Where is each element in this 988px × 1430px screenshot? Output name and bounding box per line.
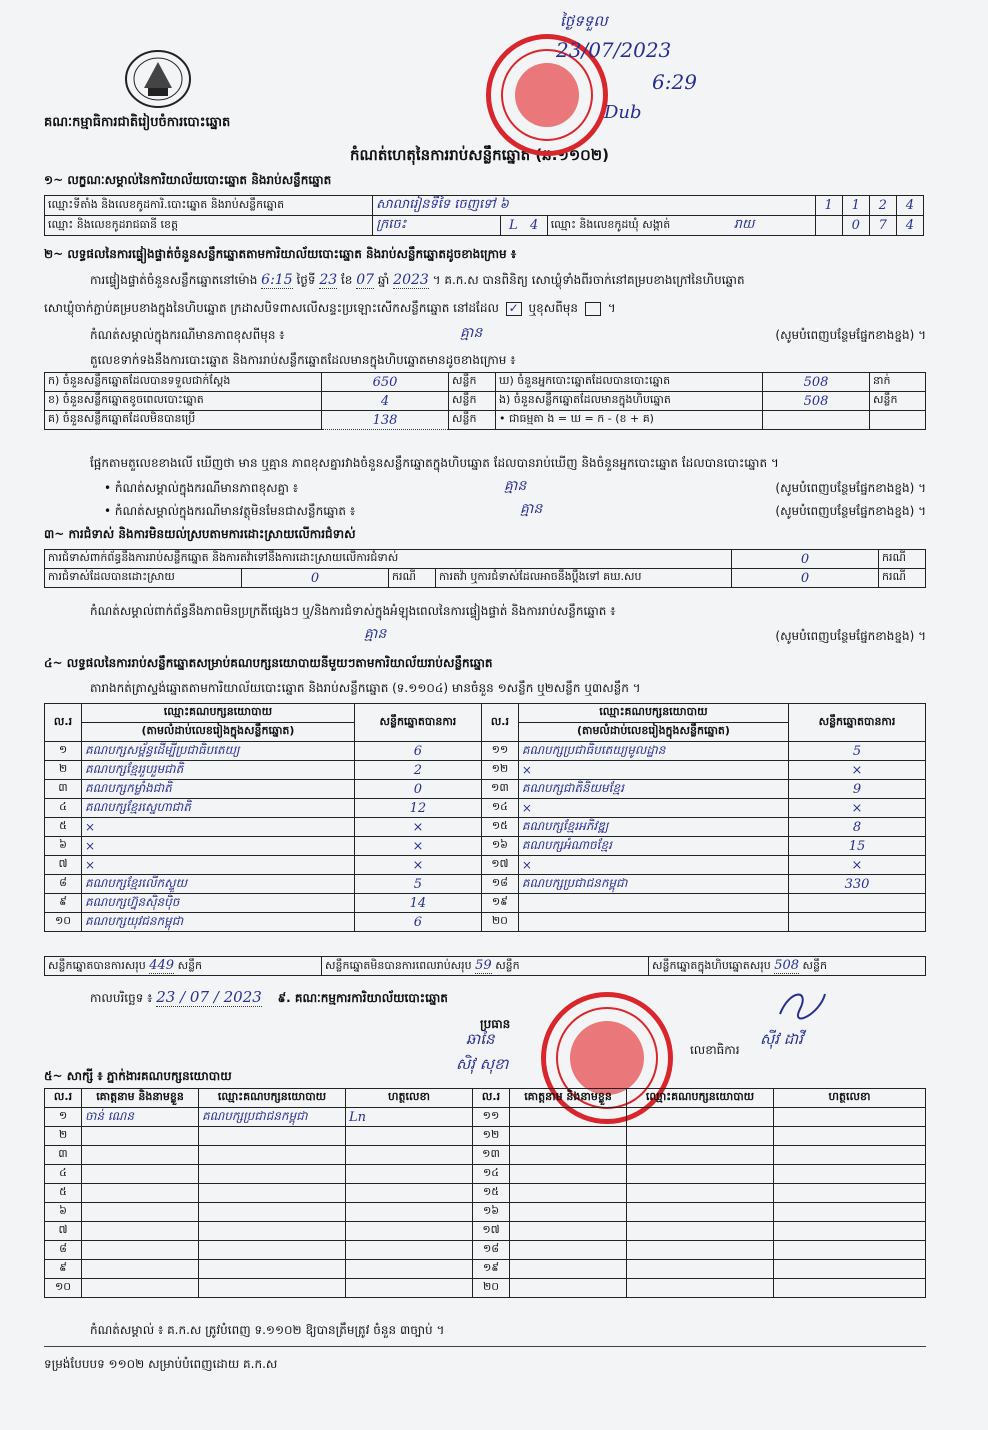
unit-label: សន្លឹក	[449, 411, 496, 430]
col-party: ឈ្មោះគណបក្សនយោបាយ	[627, 1089, 774, 1108]
witness-party	[199, 1184, 346, 1203]
witness-signature	[346, 1146, 473, 1165]
s2-figure-label: គ) ចំនួនសន្លឹកឆ្នោតដែលមិនបានប្រើ	[45, 411, 322, 430]
code-digit: 1	[842, 196, 869, 216]
witness-party	[199, 1127, 346, 1146]
witness-signature: Ln	[346, 1108, 473, 1127]
party-name: គណបក្សខ្មែរអភិវឌ្ឍ	[518, 818, 788, 837]
witness-party	[199, 1279, 346, 1298]
unit-label: សន្លឹក	[870, 392, 926, 411]
code-digit: 1	[815, 196, 842, 216]
document-sheet: គណៈកម្មាធិការជាតិរៀបចំការបោះឆ្នោត កំណត់ហេតុនៃការរាប់សន្លឹកឆ្នោត (ឆ.១១០២) ថ្ងៃទទួល 23/07/2023 6:29 Dub ១~ លក្ខណៈសម្គាល់នៃការិយាល័យបោះឆ្នោត និងរាប់សន្លឹកឆ្នោត ឈ្មោះទីតាំង និងលេខកូដការិ.បោះឆ្នោត និងរាប់សន្លឹកឆ្នោត សាលារៀនទីទៃ ចេញទៅ ៦ 1 1 2 4 ឈ្មោះ និងលេខកូដរាជធានី ខេត្ត ក្រចេះ L 4 ឈ្មោះ និងលេខកូដឃុំ សង្កាត់ រាយ 0 7 4 ២~ លទ្ធផលនៃការផ្ទៀងផ្ទាត់ចំនួនសន្លឹកឆ្នោតតាមការិយាល័យបោះឆ្នោត និងរាប់សន្លឹកឆ្នោតដូចខាងក្រោម ៖ ការផ្ទៀងផ្ទាត់ចំនួនសន្លឹកឆ្នោតនៅម៉ោង 6:15 ថ្ងៃទី 23 ខែ 07 ឆ្នាំ 2023 ។ គ.ក.ស បានពិនិត្យ សោឃ្លុំទាំងពីរចាក់នៅគម្របខាងក្រៅនៃហិបឆ្នោត សោឃ្លុំចាក់ភ្ជាប់គម្របខាងក្នុងនៃហិបឆ្នោត ក្រដាសបិទពាសលើសន្ទះប្រឡោះសើកសន្លឹកឆ្នោត នៅដដែល ✓ ឬខុសពីមុន ។ កំណត់សម្គាល់ក្នុងករណីមានភាពខុសពីមុន ៖ គ្មាន (សូមបំពេញបន្ថែមផ្នែកខាងខ្នង) ។ តួលេខទាក់ទងនឹងការបោះឆ្នោត និងការរាប់សន្លឹកឆ្នោតដែលមានក្នុងហិបឆ្នោតមានដូចខាងក្រោម ៖ ក) ចំនួនសន្លឹកឆ្នោតដែលបានទទួលជាក់ស្តែង 650 សន្លឹក ឃ) ចំនួនអ្នកបោះឆ្នោតដែលបានបោះឆ្នោត 508 នាក់ ខ) ចំនួនសន្លឹកឆ្នោតខូចពេលបោះឆ្នោត 4 សន្លឹក ង) ចំនួនសន្លឹកឆ្នោតដែលមានក្នុងហិបឆ្នោត 508 សន្លឹក គ) ចំនួនសន្លឹកឆ្នោតដែលមិនបានប្រើ 138 សន្លឹក • ជាធម្មតា ង = ឃ = ក - (ខ + គ) ផ្អែកតាមតួលេខខាងលើ ឃើញថា មាន ឬគ្មាន ភាពខុសគ្នារវាងចំនួនសន្លឹកឆ្នោតក្នុងហិបឆ្នោត ដែលបានរាប់ឃើញ និងចំនួនអ្នកបោះឆ្នោត ដែលបានបោះឆ្នោត ។ • កំណត់សម្គាល់ក្នុងករណីមានភាពខុសគ្នា ៖ គ្មាន (សូមបំពេញបន្ថែមផ្នែកខាងខ្នង) ។ • កំណត់សម្គាល់ក្នុងករណីមានវត្ថុមិនមែនជាសន្លឹកឆ្នោត ៖ គ្មាន (សូមបំពេញបន្ថែមផ្នែកខាងខ្នង) ។ ៣~ ការជំទាស់ និងការមិនយល់ស្របតាមការដោះស្រាយលើការជំទាស់ ការជំទាស់ពាក់ព័ន្ធនឹងការរាប់សន្លឹកឆ្នោត និងការតវ៉ាទៅនឹងការដោះស្រាយលើការជំទាស់ 0 ករណី ការជំទាស់ដែលបានដោះស្រាយ 0 ករណី ការតវ៉ា ឬការជំទាស់ដែលអាចនឹងប្តឹងទៅ គឃ.សប 0 ករណី កំណត់សម្គាល់ពាក់ព័ន្ធនឹងភាពមិនប្រក្រតីផ្សេងៗ ឬ/និងការជំទាស់ក្នុងអំឡុងពេលនៃការផ្ទៀងផ្ទាត់ និងការរាប់សន្លឹកឆ្នោត ៖ គ្មាន (សូមបំពេញបន្ថែមផ្នែកខាងខ្នង) ។ ៤~ លទ្ធផលនៃការរាប់សន្លឹកឆ្នោតសម្រាប់គណបក្សនយោបាយនីមួយៗតាមការិយាល័យរាប់សន្លឹកឆ្នោត តារាងកត់ត្រាស្ទង់ឆ្នោតតាមការិយាល័យបោះឆ្នោត និងរាប់សន្លឹកឆ្នោត (ទ.១១០៤) មានចំនួន ១សន្លឹក ឬ២សន្លឹក ឬ៣សន្លឹក ។ ល.រ ឈ្មោះគណបក្សនយោបាយ សន្លឹកឆ្នោតបានការ ល.រ ឈ្មោះគណបក្សនយោបាយ សន្លឹកឆ្នោតបានការ (តាមលំដាប់លេខរៀងក្នុងសន្លឹកឆ្នោត) (តាមលំដាប់លេខរៀងក្នុងសន្លឹកឆ្នោត) ១ គណបក្សសម្ព័ន្ធដើម្បីប្រជាធិបតេយ្យ 6 ១១ គណបក្សប្រជាធិបតេយ្យមូលដ្ឋាន 5 ២ គណបក្សខ្មែររួបរួមជាតិ 2 ១២ × × ៣ គណបក្សកម្លាំងជាតិ 0 ១៣ គណបក្សជាតិនិយមខ្មែរ 9 ៤ គណបក្សខ្មែរស្នេហាជាតិ 12 ១៤ × × ៥ × × ១៥ គណបក្សខ្មែរអភិវឌ្ឍ 8 ៦ × × ១៦ គណបក្សអំណាចខ្មែរ 15 ៧ × × ១៧ × × ៨ គណបក្សខ្មែរលើកស្ទួយ 5 ១៨ គណបក្សប្រជាជនកម្ពុជា 330 ៩ គណបក្សហ្វ៊ុនស៊ិនប៉ិច 14 ១៩ ១០ គណបក្សយុវជនកម្ពុជា 6 ២០ សន្លឹកឆ្នោតបានការសរុប 449 សន្លឹក សន្លឹកឆ្នោតមិនបានការពេលរាប់សរុប 59 សន្លឹក សន្លឹកឆ្នោតក្នុងហិបឆ្នោតសរុប 508 សន្លឹក កាលបរិច្ឆេទ ៖ 23 / 07 / 2023 ៩. គណៈកម្មការការិយាល័យបោះឆ្នោត ប្រធាន ឆានៃ សិវុ សុខា លេខាធិការ ស៊ីវ ដាវី ៥~ សាក្សី ៖ ភ្នាក់ងារគណបក្សនយោបាយ ល.រ គោត្តនាម និងនាមខ្លួន ឈ្មោះគណបក្សនយោបាយ ហត្ថលេខា ល.រ គោត្តនាម និងនាមខ្លួន ឈ្មោះគណបក្សនយោបាយ ហត្ថលេខា ១ ចាន់ ណេន គណបក្សប្រជាជនកម្ពុជា Ln ១១ ២ ១២ ៣ ១៣ ៤ ១៤ ៥ ១៥ ៦ ១៦ ៧ ១៧ ៨ ១៨ ៩ ១៩ ១០ ២០ កំណត់សម្គាល់ ៖ គ.ក.ស ត្រូវបំពេញ ទ.១១០២ ឱ្យបានត្រឹមត្រូវ ចំនួន ៣ច្បាប់ ។ ទម្រង់បែបបទ ១១០២ សម្រាប់បំពេញដោយ គ.ក.ស	[0, 0, 988, 1430]
code-digit: 2	[869, 196, 896, 216]
s2-line2: សោឃ្លុំចាក់ភ្ជាប់គម្របខាងក្នុងនៃហិបឆ្នោត ក្រដាសបិទពាសលើសន្ទះប្រឡោះសើកសន្លឹកឆ្នោត នៅដដែល ✓ ឬខុសពីមុន ។	[44, 300, 616, 315]
footer-form: ទម្រង់បែបបទ ១១០២ សម្រាប់បំពេញដោយ គ.ក.ស	[44, 1357, 278, 1371]
row-no: ១៩	[481, 894, 518, 913]
row-no: ១	[45, 1108, 82, 1127]
s2-note1: កំណត់សម្គាល់ក្នុងករណីមានភាពខុសពីមុន ៖ គ្មាន (សូមបំពេញបន្ថែមផ្នែកខាងខ្នង) ។	[90, 325, 926, 342]
row-no: ៥	[45, 1184, 82, 1203]
row-no: ៨	[45, 875, 82, 894]
s2-figure-label2: ង) ចំនួនសន្លឹកឆ្នោតដែលមានក្នុងហិបឆ្នោត	[496, 392, 763, 411]
s2-table-intro: តួលេខទាក់ទងនឹងការបោះឆ្នោត និងការរាប់សន្លឹកឆ្នោតដែលមានក្នុងហិបឆ្នោតមានដូចខាងក្រោម ៖	[90, 353, 516, 367]
s5-witness-table	[44, 1088, 926, 1298]
party-votes: ×	[789, 799, 926, 818]
s2-figure-label2: ឃ) ចំនួនអ្នកបោះឆ្នោតដែលបានបោះឆ្នោត	[496, 373, 763, 392]
row-no: ១២	[473, 1127, 510, 1146]
witness-name	[82, 1184, 199, 1203]
witness-party	[627, 1279, 774, 1298]
s3-row2a-label: ការជំទាស់ដែលបានដោះស្រាយ	[45, 569, 242, 588]
row-no: ១៩	[473, 1260, 510, 1279]
party-votes: ×	[354, 837, 481, 856]
witness-signature	[774, 1241, 926, 1260]
s2-figure-row	[45, 411, 926, 430]
witness-name	[82, 1260, 199, 1279]
code-digit: 0	[842, 216, 869, 236]
s2-day: 23	[319, 272, 338, 288]
party-votes: 9	[789, 780, 926, 799]
table-row	[45, 742, 926, 761]
party-votes: 5	[789, 742, 926, 761]
code-digit: 4	[529, 218, 539, 233]
witness-party	[627, 1127, 774, 1146]
s2-figure-value2: 508	[763, 392, 870, 411]
s2-bullet1: • កំណត់សម្គាល់ក្នុងករណីមានភាពខុសគ្នា ៖ គ្មាន (សូមបំពេញបន្ថែមផ្នែកខាងខ្នង) ។	[104, 478, 926, 495]
s4-committee: ៩. គណៈកម្មការការិយាល័យបោះឆ្នោត	[277, 991, 448, 1005]
witness-party	[627, 1184, 774, 1203]
row-no: ១១	[473, 1108, 510, 1127]
s3-note-value: គ្មាន	[364, 626, 387, 642]
section1-table	[44, 195, 924, 236]
party-name: គណបក្សប្រជាជនកម្ពុជា	[518, 875, 788, 894]
witness-signature	[774, 1184, 926, 1203]
table-row	[45, 894, 926, 913]
s2-figure-value2	[763, 411, 870, 430]
s3-row2b-label: ការតវ៉ា ឬការជំទាស់ដែលអាចនឹងប្តឹងទៅ គឃ.សប	[436, 569, 732, 588]
s2-figure-row	[45, 373, 926, 392]
party-votes: 12	[354, 799, 481, 818]
witness-signature	[774, 1222, 926, 1241]
s2-bullet1-value: គ្មាន	[504, 478, 527, 494]
witness-party	[199, 1146, 346, 1165]
row-no: ៤	[45, 1165, 82, 1184]
row-no: ១៦	[481, 837, 518, 856]
row-no: ៣	[45, 780, 82, 799]
col-party-sub: (តាមលំដាប់លេខរៀងក្នុងសន្លឹកឆ្នោត)	[82, 723, 355, 742]
s4-totals	[44, 956, 926, 976]
witness-signature	[774, 1127, 926, 1146]
witness-signature	[346, 1260, 473, 1279]
section1-title: ១~ លក្ខណៈសម្គាល់នៃការិយាល័យបោះឆ្នោត និងរាប់សន្លឹកឆ្នោត	[44, 173, 332, 187]
s4-date: 23 / 07 / 2023	[156, 988, 262, 1006]
witness-name	[510, 1279, 627, 1298]
sum-box-value: 508	[774, 957, 800, 973]
table-row	[45, 875, 926, 894]
witness-party	[627, 1146, 774, 1165]
table-row	[45, 1127, 926, 1146]
col-party: ឈ្មោះគណបក្សនយោបាយ	[82, 704, 355, 723]
s2-time: 6:15	[261, 272, 293, 288]
party-name: គណបក្សខ្មែរស្នេហាជាតិ	[82, 799, 355, 818]
unit-label: ករណី	[879, 550, 926, 569]
row-no: ៧	[45, 1222, 82, 1241]
row-no: ៤	[45, 799, 82, 818]
table-row	[45, 1260, 926, 1279]
s1-province-value: ក្រចេះ	[373, 216, 500, 236]
witness-name	[510, 1127, 627, 1146]
witness-signature	[346, 1279, 473, 1298]
witness-signature	[346, 1127, 473, 1146]
unit-label: ករណី	[389, 569, 436, 588]
unit-label: ករណី	[879, 569, 926, 588]
party-votes: ×	[789, 761, 926, 780]
witness-name	[82, 1127, 199, 1146]
col-party-sub: (តាមលំដាប់លេខរៀងក្នុងសន្លឹកឆ្នោត)	[518, 723, 788, 742]
received-signature: Dub	[604, 102, 642, 123]
witness-name	[510, 1108, 627, 1127]
nec-emblem-icon	[122, 48, 194, 110]
row-no: ៩	[45, 1260, 82, 1279]
sum-invalid-value: 59	[475, 957, 492, 973]
witness-party	[199, 1165, 346, 1184]
s1-commune-value: រាយ	[733, 217, 755, 232]
footer-note: កំណត់សម្គាល់ ៖ គ.ក.ស ត្រូវបំពេញ ទ.១១០២ ឱ្យបានត្រឹមត្រូវ ចំនួន ៣ច្បាប់ ។	[90, 1323, 445, 1337]
witness-party	[627, 1241, 774, 1260]
received-date: 23/07/2023	[556, 38, 672, 62]
unit-label: នាក់	[870, 373, 926, 392]
s2-figure-label: ខ) ចំនួនសន្លឹកឆ្នោតខូចពេលបោះឆ្នោត	[45, 392, 322, 411]
table-row	[45, 1108, 926, 1127]
s2-bullet2-value: គ្មាន	[520, 501, 543, 517]
witness-name	[82, 1222, 199, 1241]
party-name	[518, 913, 788, 932]
witness-signature	[346, 1184, 473, 1203]
code-digit: 4	[896, 196, 923, 216]
s1-row1-label: ឈ្មោះទីតាំង និងលេខកូដការិ.បោះឆ្នោត និងរាប់សន្លឹកឆ្នោត	[45, 196, 373, 216]
s4-results-table	[44, 703, 926, 932]
s1-row1-value: សាលារៀនទីទៃ ចេញទៅ ៦	[373, 196, 815, 216]
witness-signature	[774, 1203, 926, 1222]
s3-note-label: កំណត់សម្គាល់ពាក់ព័ន្ធនឹងភាពមិនប្រក្រតីផ្សេងៗ ឬ/និងការជំទាស់ក្នុងអំឡុងពេលនៃការផ្ទៀងផ្ទាត់ និងការរាប់សន្លឹកឆ្នោត ៖	[90, 604, 616, 618]
code-digit: L	[508, 218, 518, 233]
row-no: ១១	[481, 742, 518, 761]
row-no: ៧	[45, 856, 82, 875]
party-votes: ×	[354, 818, 481, 837]
unit-label	[870, 411, 926, 430]
unit-label: សន្លឹក	[449, 373, 496, 392]
s2-figure-label: ក) ចំនួនសន្លឹកឆ្នោតដែលបានទទួលជាក់ស្តែង	[45, 373, 322, 392]
section4-title: ៤~ លទ្ធផលនៃការរាប់សន្លឹកឆ្នោតសម្រាប់គណបក្សនយោបាយនីមួយៗតាមការិយាល័យរាប់សន្លឹកឆ្នោត	[44, 656, 493, 670]
witness-party	[627, 1203, 774, 1222]
received-time: 6:29	[652, 70, 697, 94]
s2-year: 2023	[393, 272, 429, 288]
s1-commune-label: ឈ្មោះ និងលេខកូដឃុំ សង្កាត់	[550, 218, 671, 231]
witness-party	[627, 1260, 774, 1279]
unit-label: សន្លឹក	[495, 958, 520, 972]
org-name: គណៈកម្មាធិការជាតិរៀបចំការបោះឆ្នោត	[44, 115, 231, 130]
unit-label: សន្លឹក	[177, 958, 203, 972]
witness-name	[82, 1241, 199, 1260]
col-name: គោត្តនាម និងនាមខ្លួន	[510, 1089, 627, 1108]
row-no: ២០	[481, 913, 518, 932]
party-name: ×	[82, 856, 355, 875]
section2-title: ២~ លទ្ធផលនៃការផ្ទៀងផ្ទាត់ចំនួនសន្លឹកឆ្នោតតាមការិយាល័យបោះឆ្នោត និងរាប់សន្លឹកឆ្នោតដូចខាងក្រោម ៖	[44, 247, 517, 261]
row-no: ៨	[45, 1241, 82, 1260]
row-no: ១៧	[473, 1222, 510, 1241]
col-no: ល.រ	[473, 1089, 510, 1108]
s3-row1-value: 0	[732, 550, 879, 569]
s2-compare-line: ផ្អែកតាមតួលេខខាងលើ ឃើញថា មាន ឬគ្មាន ភាពខុសគ្នារវាងចំនួនសន្លឹកឆ្នោតក្នុងហិបឆ្នោត ដែលបានរាប់ឃើញ និងចំនួនអ្នកបោះឆ្នោត ដែលបានបោះឆ្នោត ។	[90, 456, 779, 470]
sum-valid-value: 449	[149, 957, 175, 973]
party-name: គណបក្សប្រជាធិបតេយ្យមូលដ្ឋាន	[518, 742, 788, 761]
table-row	[45, 1279, 926, 1298]
party-name: ×	[518, 856, 788, 875]
s2-figure-value: 4	[322, 392, 449, 411]
page-title: កំណត់ហេតុនៃការរាប់សន្លឹកឆ្នោត (ឆ.១១០២)	[350, 146, 610, 164]
col-sign: ហត្ថលេខា	[774, 1089, 926, 1108]
witness-signature	[774, 1146, 926, 1165]
party-votes: 6	[354, 913, 481, 932]
witness-party	[199, 1222, 346, 1241]
witness-party	[627, 1222, 774, 1241]
row-no: ១៣	[473, 1146, 510, 1165]
table-row	[45, 1241, 926, 1260]
party-votes: 330	[789, 875, 926, 894]
witness-signature	[346, 1165, 473, 1184]
s2-note1-value: គ្មាន	[460, 325, 483, 341]
table-row	[45, 837, 926, 856]
row-no: ១៧	[481, 856, 518, 875]
row-no: ១៤	[473, 1165, 510, 1184]
witness-name	[510, 1241, 627, 1260]
row-no: ៦	[45, 837, 82, 856]
table-row	[45, 1203, 926, 1222]
footer-divider	[44, 1346, 926, 1347]
s2-figures-table	[44, 372, 926, 430]
unit-label: សន្លឹក	[449, 392, 496, 411]
witness-name	[510, 1165, 627, 1184]
row-no: ៥	[45, 818, 82, 837]
party-name: គណបក្សខ្មែរលើកស្ទួយ	[82, 875, 355, 894]
row-no: ១៤	[481, 799, 518, 818]
sum-valid-label: សន្លឹកឆ្នោតបានការសរុប	[48, 958, 146, 972]
sum-invalid-label: សន្លឹកឆ្នោតមិនបានការពេលរាប់សរុប	[325, 958, 472, 972]
party-name	[518, 894, 788, 913]
received-label: ថ្ងៃទទួល	[560, 12, 608, 30]
party-name: ×	[518, 799, 788, 818]
table-row	[45, 1165, 926, 1184]
s2-figure-value: 650	[322, 373, 449, 392]
witness-signature	[774, 1279, 926, 1298]
row-no: ២	[45, 1127, 82, 1146]
section5-title: ៥~ សាក្សី ៖ ភ្នាក់ងារគណបក្សនយោបាយ	[44, 1069, 232, 1083]
table-row	[45, 913, 926, 932]
table-row	[45, 856, 926, 875]
witness-party	[199, 1260, 346, 1279]
party-votes	[789, 894, 926, 913]
party-name: គណបក្សហ្វ៊ុនស៊ិនប៉ិច	[82, 894, 355, 913]
witness-signature	[774, 1260, 926, 1279]
party-votes	[789, 913, 926, 932]
s3-row2b-value: 0	[732, 569, 879, 588]
table-row	[45, 1184, 926, 1203]
secretary-signature-mark	[770, 984, 830, 1024]
col-no: ល.រ	[45, 704, 82, 742]
col-votes: សន្លឹកឆ្នោតបានការ	[354, 704, 481, 742]
party-name: គណបក្សជាតិនិយមខ្មែរ	[518, 780, 788, 799]
witness-signature	[774, 1165, 926, 1184]
party-votes: 0	[354, 780, 481, 799]
witness-name	[82, 1279, 199, 1298]
witness-name	[82, 1146, 199, 1165]
president-label: ប្រធាន	[480, 1017, 511, 1031]
row-no: ២	[45, 761, 82, 780]
witness-party	[627, 1108, 774, 1127]
party-name: ×	[518, 761, 788, 780]
witness-party	[199, 1241, 346, 1260]
table-row	[45, 1146, 926, 1165]
col-no: ល.រ	[45, 1089, 82, 1108]
witness-name	[82, 1203, 199, 1222]
row-no: ២០	[473, 1279, 510, 1298]
secretary-name: ស៊ីវ ដាវី	[760, 1030, 803, 1048]
witness-signature	[346, 1241, 473, 1260]
witness-name	[510, 1203, 627, 1222]
unit-label: សន្លឹក	[802, 958, 827, 972]
code-digit: 7	[869, 216, 896, 236]
col-name: គោត្តនាម និងនាមខ្លួន	[82, 1089, 199, 1108]
s2-line1: ការផ្ទៀងផ្ទាត់ចំនួនសន្លឹកឆ្នោតនៅម៉ោង 6:15 ថ្ងៃទី 23 ខែ 07 ឆ្នាំ 2023 ។ គ.ក.ស បានពិនិត្យ សោឃ្លុំទាំងពីរចាក់នៅគម្របខាងក្រៅនៃហិបឆ្នោត	[90, 272, 745, 288]
col-party: ឈ្មោះគណបក្សនយោបាយ	[518, 704, 788, 723]
row-no: ១៦	[473, 1203, 510, 1222]
party-name: គណបក្សអំណាចខ្មែរ	[518, 837, 788, 856]
row-no: ៣	[45, 1146, 82, 1165]
table-row	[45, 1222, 926, 1241]
s3-row2a-value: 0	[242, 569, 389, 588]
party-votes: ×	[789, 856, 926, 875]
party-votes: 6	[354, 742, 481, 761]
row-no: ៦	[45, 1203, 82, 1222]
s2-month: 07	[356, 272, 375, 288]
witness-name	[510, 1184, 627, 1203]
witness-name	[82, 1165, 199, 1184]
s1-row2-label: ឈ្មោះ និងលេខកូដរាជធានី ខេត្ត	[45, 216, 373, 236]
s3-row1-label: ការជំទាស់ពាក់ព័ន្ធនឹងការរាប់សន្លឹកឆ្នោត និងការតវ៉ាទៅនឹងការដោះស្រាយលើការជំទាស់	[45, 550, 732, 569]
party-votes: 8	[789, 818, 926, 837]
party-votes: 14	[354, 894, 481, 913]
table-row	[45, 761, 926, 780]
witness-signature	[346, 1222, 473, 1241]
s2-bullet2: • កំណត់សម្គាល់ក្នុងករណីមានវត្ថុមិនមែនជាសន្លឹកឆ្នោត ៖ គ្មាន (សូមបំពេញបន្ថែមផ្នែកខាងខ្នង) ។	[104, 501, 926, 518]
party-name: គណបក្សសម្ព័ន្ធដើម្បីប្រជាធិបតេយ្យ	[82, 742, 355, 761]
checkbox-different[interactable]	[585, 302, 601, 316]
table-row	[45, 780, 926, 799]
row-no: ១០	[45, 1279, 82, 1298]
witness-name	[510, 1146, 627, 1165]
row-no: ១០	[45, 913, 82, 932]
s4-date-line: កាលបរិច្ឆេទ ៖ 23 / 07 / 2023 ៩. គណៈកម្មការការិយាល័យបោះឆ្នោត	[90, 988, 448, 1006]
party-name: គណបក្សយុវជនកម្ពុជា	[82, 913, 355, 932]
col-no: ល.រ	[481, 704, 518, 742]
party-votes: ×	[354, 856, 481, 875]
secretary-label: លេខាធិការ	[690, 1043, 740, 1057]
party-votes: 2	[354, 761, 481, 780]
witness-party	[627, 1165, 774, 1184]
row-no: ៩	[45, 894, 82, 913]
party-name: គណបក្សកម្លាំងជាតិ	[82, 780, 355, 799]
party-name: គណបក្សខ្មែររួបរួមជាតិ	[82, 761, 355, 780]
section3-title: ៣~ ការជំទាស់ និងការមិនយល់ស្របតាមការដោះស្រាយលើការជំទាស់	[44, 527, 356, 541]
party-votes: 15	[789, 837, 926, 856]
witness-party	[199, 1203, 346, 1222]
s2-figure-label2: • ជាធម្មតា ង = ឃ = ក - (ខ + គ)	[496, 411, 763, 430]
col-sign: ហត្ថលេខា	[346, 1089, 473, 1108]
witness-signature	[774, 1108, 926, 1127]
row-no: ១៨	[481, 875, 518, 894]
s4-intro: តារាងកត់ត្រាស្ទង់ឆ្នោតតាមការិយាល័យបោះឆ្នោត និងរាប់សន្លឹកឆ្នោត (ទ.១១០៤) មានចំនួន ១សន្លឹក ឬ២សន្លឹក ឬ៣សន្លឹក ។	[90, 681, 641, 695]
president-signature: ឆានៃ	[466, 1030, 495, 1048]
witness-name	[510, 1222, 627, 1241]
witness-name: ចាន់ ណេន	[82, 1108, 199, 1127]
code-digit: 4	[896, 216, 923, 236]
s2-figure-value2: 508	[763, 373, 870, 392]
col-party: ឈ្មោះគណបក្សនយោបាយ	[199, 1089, 346, 1108]
table-row	[45, 799, 926, 818]
s2-figure-value: 138	[322, 411, 449, 430]
checkbox-same[interactable]: ✓	[506, 302, 522, 316]
party-name: ×	[82, 837, 355, 856]
row-no: ១	[45, 742, 82, 761]
witness-signature	[346, 1203, 473, 1222]
sum-box-label: សន្លឹកឆ្នោតក្នុងហិបឆ្នោតសរុប	[652, 958, 771, 972]
party-votes: 5	[354, 875, 481, 894]
table-row	[45, 818, 926, 837]
witness-name	[510, 1260, 627, 1279]
s2-figure-row	[45, 392, 926, 411]
row-no: ១២	[481, 761, 518, 780]
col-votes: សន្លឹកឆ្នោតបានការ	[789, 704, 926, 742]
row-no: ១៣	[481, 780, 518, 799]
row-no: ១៨	[473, 1241, 510, 1260]
section3-table	[44, 549, 926, 588]
witness-party: គណបក្សប្រជាជនកម្ពុជា	[199, 1108, 346, 1127]
row-no: ១៥	[473, 1184, 510, 1203]
row-no: ១៥	[481, 818, 518, 837]
president-name: សិវុ សុខា	[456, 1055, 509, 1073]
party-name: ×	[82, 818, 355, 837]
